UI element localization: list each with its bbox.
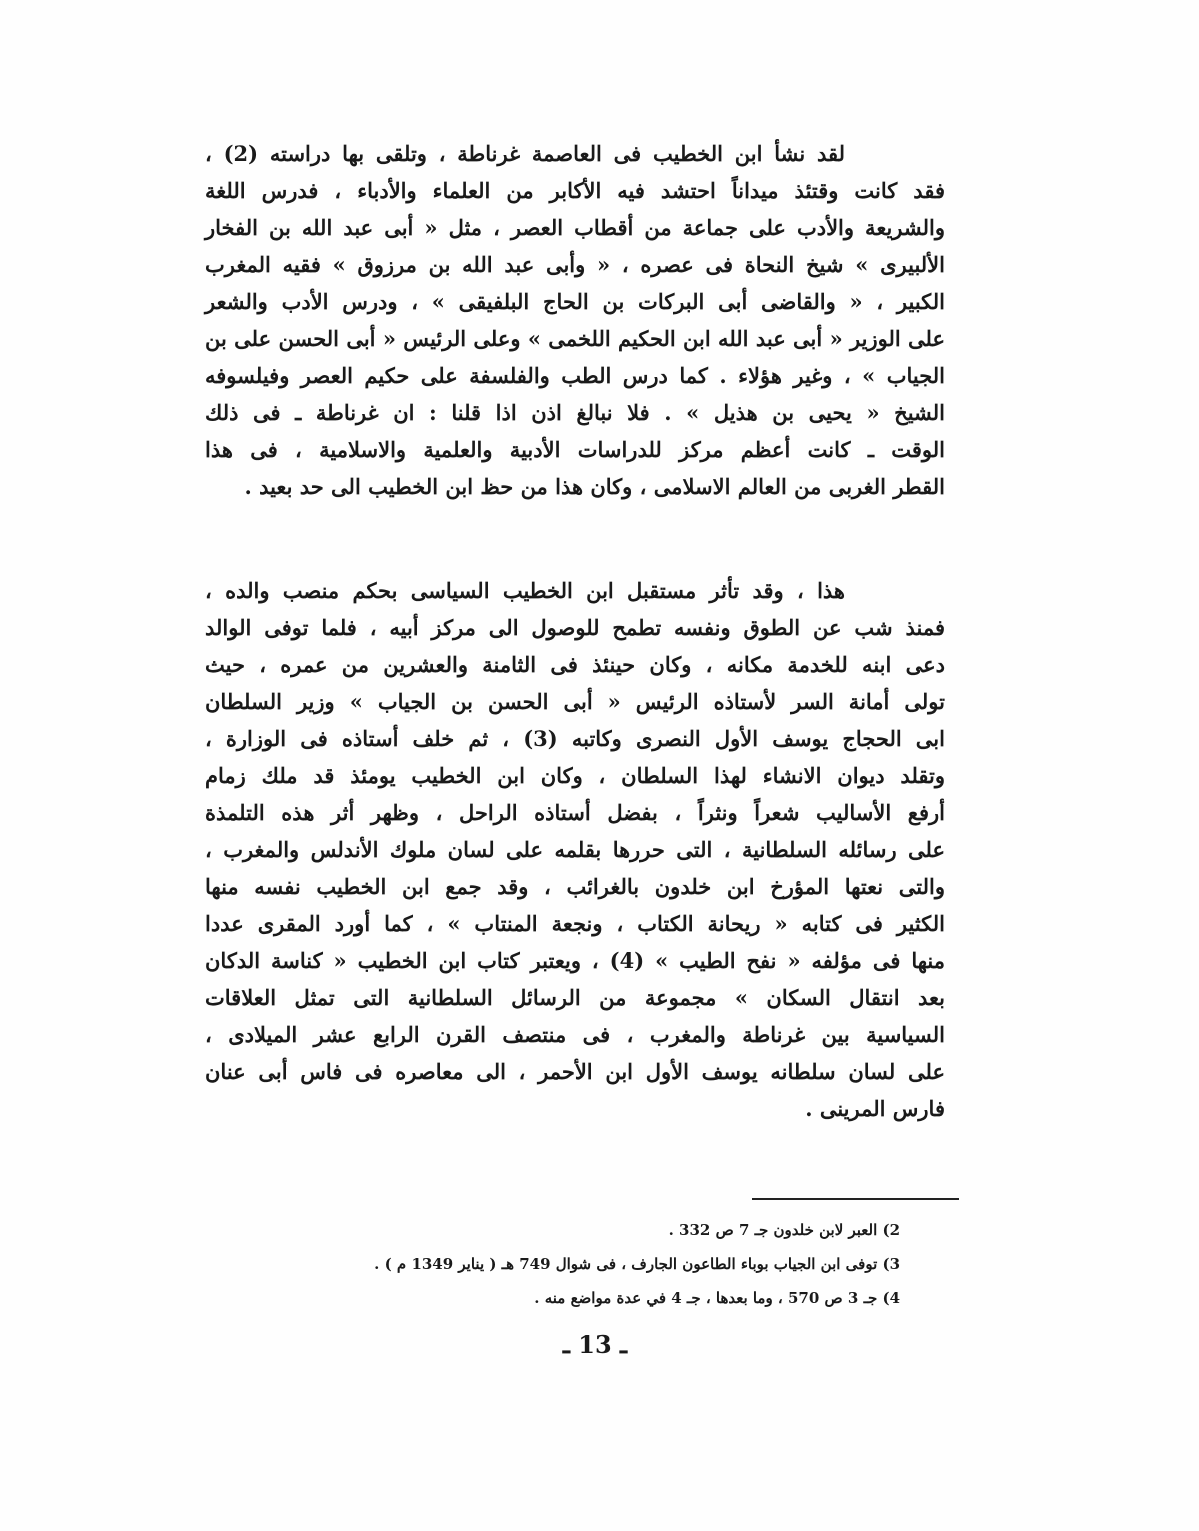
text-line: القطر الغربى من العالم الاسلامى ، وكان هذا من حظ ابن الخطيب الى حد بعيد . bbox=[244, 474, 945, 499]
text-line: فارس المرينى . bbox=[805, 1096, 945, 1121]
text-line: الجياب » ، وغير هؤلاء . كما درس الطب والفلسفة على حكيم العصر وفيلسوفه bbox=[205, 363, 945, 388]
paragraph-2 bbox=[205, 572, 945, 1127]
text-line: الكثير فى كتابه « ريحانة الكتاب ، ونجعة المنتاب » ، كما أورد المقرى عددا bbox=[205, 911, 945, 936]
text-line: منها فى مؤلفه « نفح الطيب » (4) ، ويعتبر كتاب ابن الخطيب « كناسة الدكان bbox=[205, 948, 945, 973]
page-number: ـ 13 ـ bbox=[562, 1330, 628, 1359]
footnote-4: 4) جـ 3 ص 570 ، وما بعدها ، جـ 4 في عدة مواضع منه . bbox=[534, 1289, 900, 1307]
text-line: والشريعة والأدب على جماعة من أقطاب العصر ، مثل « أبى عبد الله بن الفخار bbox=[205, 215, 945, 240]
text-line: أرفع الأساليب شعراً ونثراً ، بفضل أستاذه الراحل ، وظهر أثر هذه التلمذة bbox=[205, 800, 945, 825]
text-line: وتقلد ديوان الانشاء لهذا السلطان ، وكان ابن الخطيب يومئذ قد ملك زمام bbox=[205, 763, 945, 788]
text-line: ابى الحجاج يوسف الأول النصرى وكاتبه (3) ، ثم خلف أستاذه فى الوزارة ، bbox=[205, 726, 945, 751]
text-line: على لسان سلطانه يوسف الأول ابن الأحمر ، الى معاصره فى فاس أبى عنان bbox=[205, 1059, 945, 1084]
text-line: فقد كانت وقتئذ ميداناً احتشد فيه الأكابر من العلماء والأدباء ، فدرس اللغة bbox=[205, 178, 945, 203]
footnotes bbox=[374, 1213, 900, 1315]
text-line: لقد نشأ ابن الخطيب فى العاصمة غرناطة ، وتلقى بها دراسته (2) ، bbox=[205, 141, 846, 166]
footnote-2: 2) العبر لابن خلدون جـ 7 ص 332 . bbox=[668, 1221, 900, 1239]
text-line: على رسائله السلطانية ، التى حررها بقلمه على لسان ملوك الأندلس والمغرب ، bbox=[205, 837, 945, 862]
footnote-3: 3) توفى ابن الجياب بوباء الطاعون الجارف ، فى شوال 749 هـ ( يناير 1349 م ) . bbox=[374, 1255, 900, 1273]
text-line: الوقت ـ كانت أعظم مركز للدراسات الأدبية والعلمية والاسلامية ، فى هذا bbox=[205, 437, 945, 462]
paragraph-1 bbox=[205, 135, 945, 505]
text-line: فمنذ شب عن الطوق ونفسه تطمح للوصول الى مركز أبيه ، فلما توفى الوالد bbox=[205, 615, 946, 640]
text-line: السياسية بين غرناطة والمغرب ، فى منتصف القرن الرابع عشر الميلادى ، bbox=[205, 1022, 945, 1047]
text-line: والتى نعتها المؤرخ ابن خلدون بالغرائب ، وقد جمع ابن الخطيب نفسه منها bbox=[205, 874, 945, 899]
text-line: الشيخ « يحيى بن هذيل » . فلا نبالغ اذن اذا قلنا : ان غرناطة ـ فى ذلك bbox=[205, 400, 945, 425]
text-line: بعد انتقال السكان » مجموعة من الرسائل السلطانية التى تمثل العلاقات bbox=[205, 985, 945, 1010]
footnote-separator bbox=[752, 1198, 959, 1200]
text-line: دعى ابنه للخدمة مكانه ، وكان حينئذ فى الثامنة والعشرين من عمره ، حيث bbox=[205, 652, 945, 677]
text-line: تولى أمانة السر لأستاذه الرئيس « أبى الحسن بن الجياب » وزير السلطان bbox=[205, 689, 945, 714]
text-line: هذا ، وقد تأثر مستقبل ابن الخطيب السياسى بحكم منصب والده ، bbox=[205, 578, 845, 603]
text-line: الألبيرى » شيخ النحاة فى عصره ، « وأبى عبد الله بن مرزوق » فقيه المغرب bbox=[205, 252, 945, 277]
text-line: الكبير ، « والقاضى أبى البركات بن الحاج البلفيقى » ، ودرس الأدب والشعر bbox=[205, 289, 945, 314]
text-line: على الوزير « أبى عبد الله ابن الحكيم اللخمى » وعلى الرئيس « أبى الحسن على بن bbox=[205, 326, 945, 351]
